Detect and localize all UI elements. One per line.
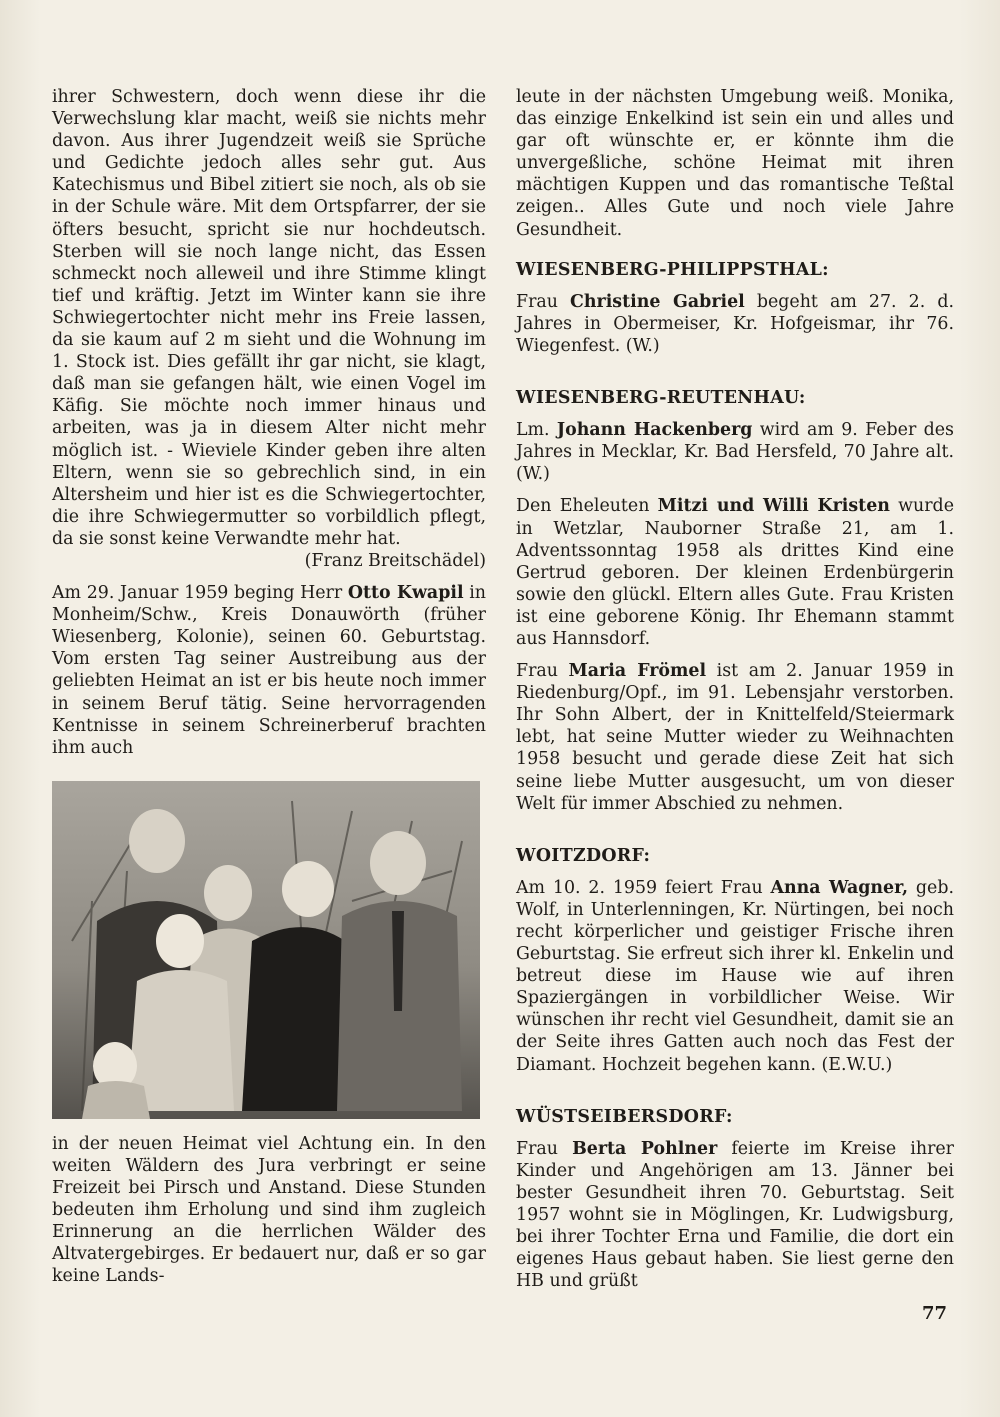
section-heading-wuestseibersdorf: WÜSTSEIBERSDORF:	[516, 1106, 733, 1127]
notice-johann-hackenberg	[516, 419, 954, 485]
person-name-otto-kwapil: Otto Kwapil	[347, 583, 464, 604]
section-heading-wiesenberg-philippsthal: WIESENBERG-PHILIPPSTHAL:	[516, 259, 829, 280]
left-paragraph-2-lead: Am 29. Januar 1959 beging Herr	[52, 583, 348, 604]
section-heading-wiesenberg-reutenhau: WIESENBERG-REUTENHAU:	[516, 388, 806, 409]
right-column	[516, 86, 954, 1302]
person-name: Johann Hackenberg	[556, 420, 753, 441]
notice-christine-gabriel	[516, 291, 954, 357]
notice-lead: Am 10. 2. 1959 feiert Frau	[516, 877, 771, 898]
notice-lead: Den Eheleuten	[516, 496, 658, 517]
notice-lead: Frau	[516, 661, 569, 682]
person-name: Berta Pohlner	[572, 1138, 718, 1159]
notice-body: wurde in Wetzlar, Nauborner Straße 21, am 1. Adventssonntag 1958 als drittes Kind eine Gertrud geboren. Der kleinen Erdenbürgerin sowie den glückl. Eltern alles Gute. Frau Kristen ist eine geborene König. Ihr Ehemann stammt aus Hannsdorf.	[516, 496, 954, 649]
notice-body: ist am 2. Januar 1959 in Riedenburg/Opf., im 91. Lebensjahr verstorben. Ihr Sohn Albert, der in Knittelfeld/Steiermark lebt, hat seine Mutter wieder zu Weihnachten 1958 besucht und gerade diese Zeit hat sich seine liebe Mutter ausgesucht, um von dieser Welt für immer Abschied zu nehmen.	[516, 661, 954, 814]
person-name: Maria Frömel	[568, 661, 707, 682]
person-name: Anna Wagner,	[770, 877, 909, 898]
family-photo	[52, 781, 480, 1119]
notice-maria-froemel	[516, 660, 954, 815]
notice-body: begeht am 27. 2. d. Jahres in Obermeiser, Kr. Hofgeismar, ihr 76. Wiegenfest. (W.)	[516, 291, 955, 356]
left-paragraph-2-body: in Monheim/Schw., Kreis Donauwörth (früher Wiesenberg, Kolonie), seinen 60. Geburtstag. Vom ersten Tag seiner Austreibung aus der geliebten Heimat an ist er bis heute noch immer in seinem Beruf tätig. Seine hervorragenden Kentnisse in seinem Schreinerberuf brachten ihm auch	[52, 583, 486, 758]
left-column	[52, 86, 486, 1297]
right-paragraph-1: leute in der nächsten Umgebung weiß. Monika, das einzige Enkelkind ist sein ein und alles und gar oft wünschte er, er könnte ihm die unvergeßliche, schöne Heimat mit ihren mächtigen Kuppen und das romantische Teßtal zeigen.. Alles Gute und noch viele Jahre Gesundheit.	[516, 87, 954, 240]
notice-lead: Frau	[516, 1138, 573, 1159]
notice-kristen	[516, 495, 954, 650]
left-paragraph-3: in der neuen Heimat viel Achtung ein. In den weiten Wäldern des Jura verbringt er seine Freizeit bei Pirsch und Anstand. Diese Stunden bedeuten ihm Erholung und sind ihm zugleich Erinnerung an die herrlichen Wälder des Altvatergebirges. Er bedauert nur, daß er so gar keine Lands-	[52, 1133, 486, 1287]
section-heading-woitzdorf: WOITZDORF:	[516, 845, 651, 866]
left-paragraph-1	[52, 86, 486, 572]
author-signature: (Franz Breitschädel)	[304, 550, 486, 571]
page-number: 77	[922, 1303, 948, 1324]
notice-body: geb. Wolf, in Unterlenningen, Kr. Nürtingen, bei noch recht körperlicher und geistiger Frische ihren Geburtstag. Sie erfreut sich ihrer kl. Enkelin und betreut diese im Hause wie auf ihren Spaziergängen in vorbildlicher Weise. Wir wünschen ihr recht viel Gesundheit, damit sie an der Seite ihres Gatten auch noch das Fest der Diamant. Hochzeit begehen kann. (E.W.U.)	[516, 877, 954, 1075]
notice-body: feierte im Kreise ihrer Kinder und Angehörigen am 13. Jänner bei bester Gesundheit ihren 70. Geburtstag. Seit 1957 wohnt sie in Möglingen, Kr. Ludwigsburg, bei ihrer Tochter Erna und Familie, die dort ein eigenes Haus gebaut haben. Sie liest gerne den HB und grüßt	[516, 1138, 954, 1292]
notice-lead: Lm.	[516, 420, 557, 441]
person-name: Mitzi und Willi Kristen	[657, 496, 890, 517]
left-paragraph-1-text: ihrer Schwestern, doch wenn diese ihr die Verwechslung klar macht, weiß sie nichts mehr davon. Aus ihrer Jugendzeit weiß sie Sprüche und Gedichte jedoch alles sehr gut. Aus Katechismus und Bibel zitiert sie noch, als ob sie in der Schule wäre. Mit dem Ortspfarrer, der sie öfters besucht, spricht sie nur hochdeutsch. Sterben will sie noch lange nicht, das Essen schmeckt noch alleweil und ihre Stimme klingt tief und kräftig. Jetzt im Winter kann sie ihre Schwiegertochter nicht mehr ins Freie lassen, da sie kaum auf 2 m sieht und die Wohnung im 1. Stock ist. Dies gefällt ihr gar nicht, sie klagt, daß man sie gefangen hält, wie einen Vogel im Käfig. Sie möchte noch immer hinaus und arbeiten, was ja in diesem Alter nicht mehr möglich ist. - Wieviele Kinder geben ihre alten Eltern, wenn sie so gebrechlich sind, in ein Altersheim und hier ist es die Schwiegertochter, die ihre Schwiegermutter so vorbildlich pflegt, da sie sonst keine Verwandte mehr hat.	[52, 87, 486, 549]
notice-berta-pohlner	[516, 1138, 954, 1293]
notice-body: wird am 9. Feber des Jahres in Mecklar, Kr. Bad Hersfeld, 70 Jahre alt. (W.)	[516, 420, 954, 485]
notice-lead: Frau	[516, 291, 571, 312]
notice-anna-wagner	[516, 877, 954, 1076]
left-paragraph-2	[52, 582, 486, 759]
family-photo-image	[52, 781, 480, 1119]
person-name: Christine Gabriel	[570, 291, 745, 312]
